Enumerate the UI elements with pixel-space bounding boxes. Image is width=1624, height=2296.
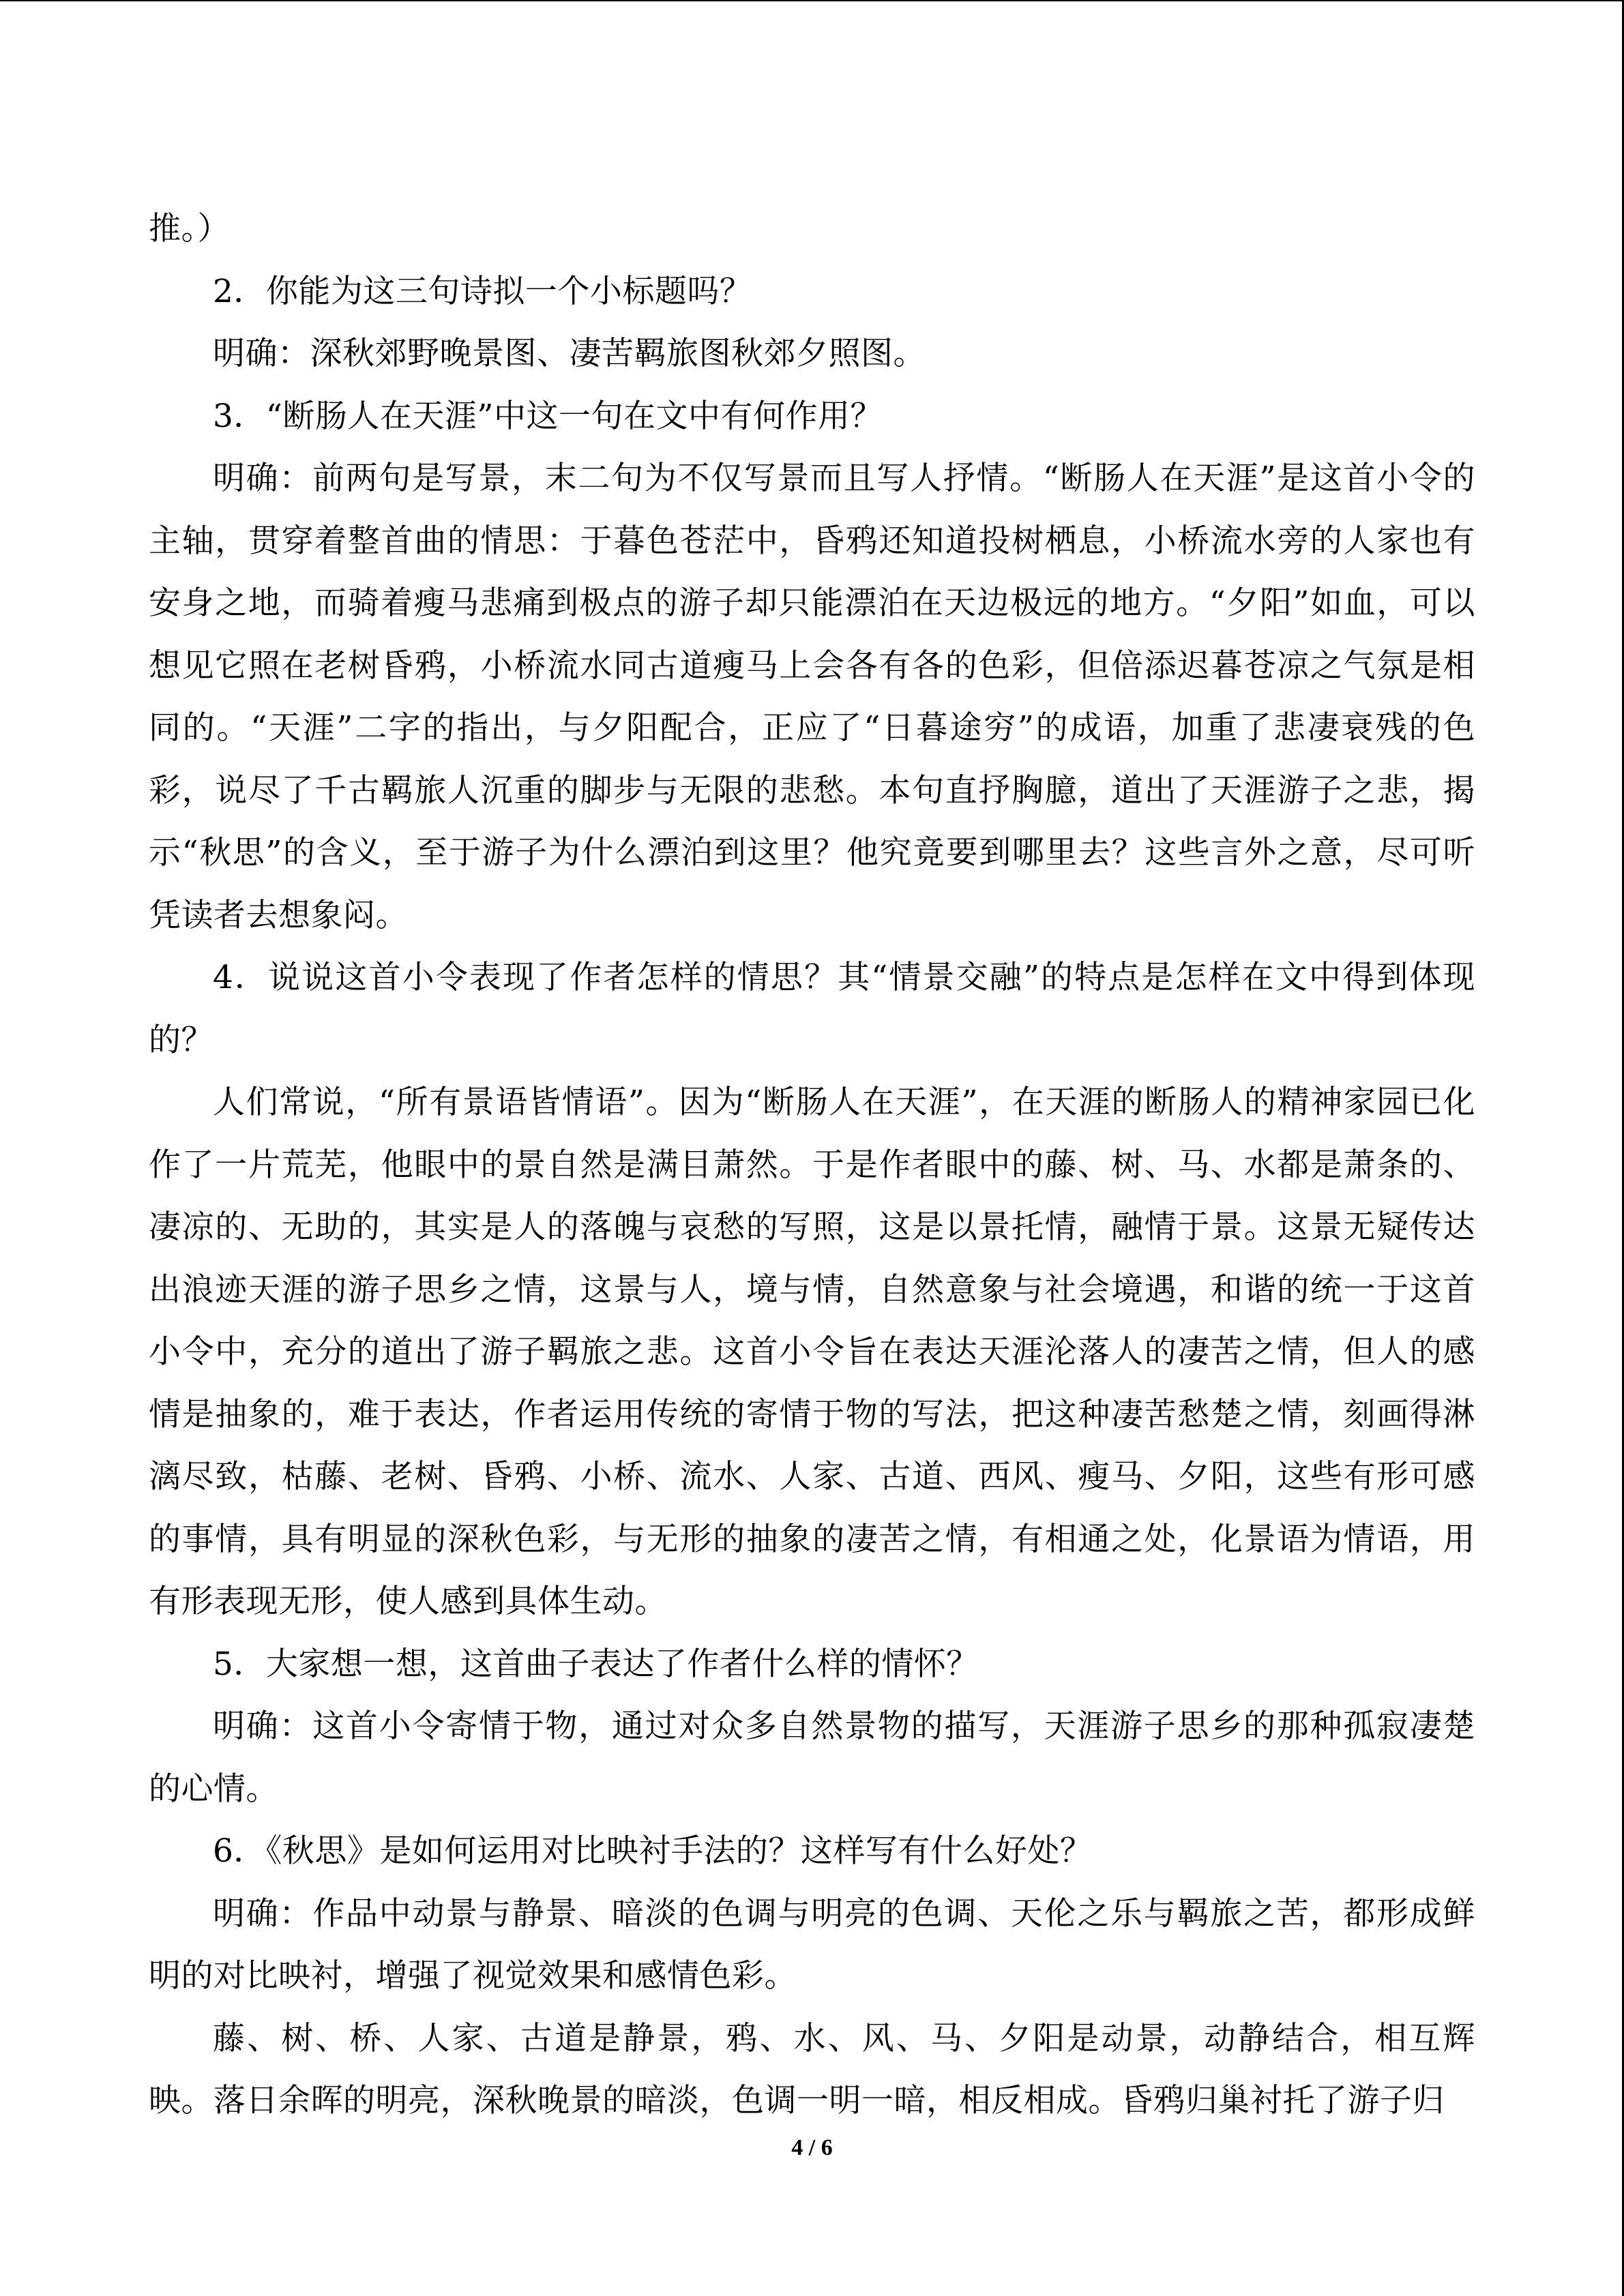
page-number: 4 / 6	[791, 2135, 833, 2160]
answer-6: 明确：作品中动景与静景、暗淡的色调与明亮的色调、天伦之乐与羁旅之苦，都形成鲜明的对比映衬，增强了视觉效果和感情色彩。	[149, 1894, 1475, 1995]
answer-2: 明确：深秋郊野晚景图、凄苦羁旅图秋郊夕照图。	[213, 335, 926, 372]
paragraph: 推。）	[149, 210, 230, 248]
body-text	[149, 198, 1475, 2132]
question-5: 5．大家想一想，这首曲子表达了作者什么样的情怀？	[213, 1645, 979, 1683]
answer-5: 明确：这首小令寄情于物，通过对众多自然景物的描写，天涯游子思乡的那种孤寂凄楚的心情。	[149, 1708, 1475, 1808]
answer-4: 人们常说，“所有景语皆情语”。因为“断肠人在天涯”，在天涯的断肠人的精神家园已化作了一片荒芜，他眼中的景自然是满目萧然。于是作者眼中的藤、树、马、水都是萧条的、凄凉的、无助的，其实是人的落魄与哀愁的写照，这是以景托情，融情于景。这景无疑传达出浪迹天涯的游子思乡之情，这景与人，境与情，自然意象与社会境遇，和谐的统一于这首小令中，充分的道出了游子羁旅之悲。这首小令旨在表达天涯沦落人的凄苦之情，但人的感情是抽象的，难于表达，作者运用传统的寄情于物的写法，把这种凄苦愁楚之情，刻画得淋漓尽致，枯藤、老树、昏鸦、小桥、流水、人家、古道、西风、瘦马、夕阳，这些有形可感的事情，具有明显的深秋色彩，与无形的抽象的凄苦之情，有相通之处，化景语为情语，用有形表现无形，使人感到具体生动。	[149, 1084, 1475, 1620]
question-6: 6．《秋思》是如何运用对比映衬手法的？这样写有什么好处？	[213, 1832, 1093, 1870]
question-2: 2．你能为这三句诗拟一个小标题吗？	[213, 272, 752, 310]
answer-3: 明确：前两句是写景，末二句为不仅写景而且写人抒情。“断肠人在天涯”是这首小令的主轴，贯穿着整首曲的情思：于暮色苍茫中，昏鸦还知道投树栖息，小桥流水旁的人家也有安身之地，而骑着瘦马悲痛到极点的游子却只能漂泊在天边极远的地方。“夕阳”如血，可以想见它照在老树昏鸦，小桥流水同古道瘦马上会各有各的色彩，但倍添迟暮苍凉之气氛是相同的。“天涯”二字的指出，与夕阳配合，正应了“日暮途穷”的成语，加重了悲凄衰残的色彩，说尽了千古羁旅人沉重的脚步与无限的悲愁。本句直抒胸臆，道出了天涯游子之悲，揭示“秋思”的含义，至于游子为什么漂泊到这里？他究竟要到哪里去？这些言外之意，尽可听凭读者去想象闷。	[149, 460, 1475, 934]
question-4: 4．说说这首小令表现了作者怎样的情思？其“情景交融”的特点是怎样在文中得到体现的？	[149, 959, 1475, 1059]
question-3: 3．“断肠人在天涯”中这一句在文中有何作用？	[213, 397, 883, 435]
answer-6-continued: 藤、树、桥、人家、古道是静景，鸦、水、风、马、夕阳是动景，动静结合，相互辉映。落日余晖的明亮，深秋晚景的暗淡，色调一明一暗，相反相成。昏鸦归巢衬托了游子归	[149, 2019, 1475, 2119]
top-border-line	[0, 0, 1624, 1]
